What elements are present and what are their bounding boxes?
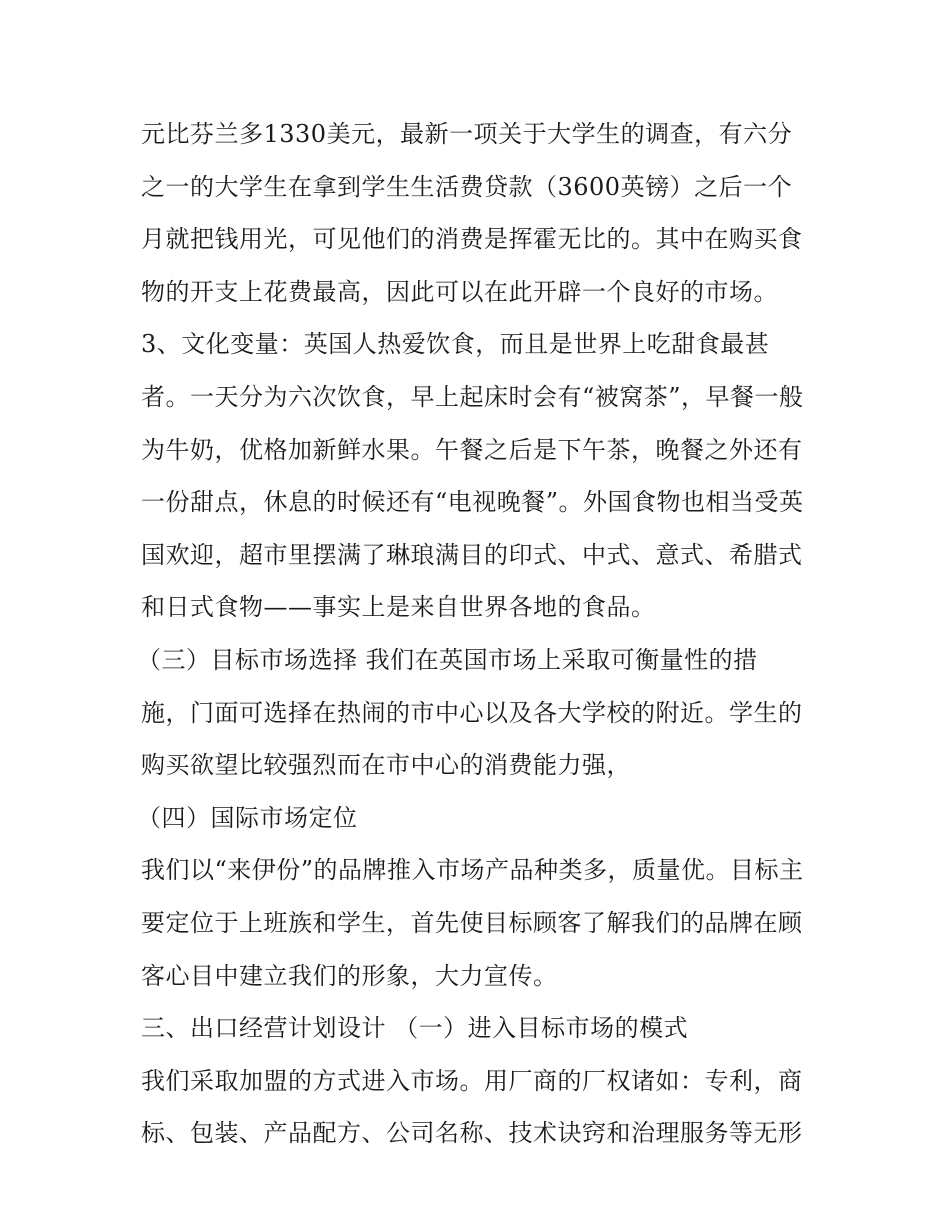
text-line-13: 购买欲望比较强烈而在市中心的消费能力强， [141,751,631,780]
text-line-4: 物的开支上花费最高，因此可以在此开辟一个良好的市场。 [141,277,778,306]
section-heading-export-plan: 三、出口经营计划设计 （一）进入目标市场的模式 [141,1014,689,1043]
text-line-16: 要定位于上班族和学生，首先使目标顾客了解我们的品牌在顾 [141,908,803,937]
text-line-8: 一份甜点，休息的时候还有“电视晚餐”。外国食物也相当受英 [141,488,804,517]
text-line-7: 为牛奶，优格加新鲜水果。午餐之后是下午茶，晚餐之外还有 [141,435,803,464]
text-line-10: 和日式食物——事实上是来自世界各地的食品。 [141,593,656,622]
text-line-15: 我们以“来伊份”的品牌推入市场产品种类多，质量优。目标主 [141,856,804,885]
text-line-17: 客心目中建立我们的形象，大力宣传。 [141,961,558,990]
section-heading-target-market: （三）目标市场选择 我们在英国市场上采取可衡量性的措 [137,645,758,674]
text-line-20: 标、包装、产品配方、公司名称、技术诀窍和治理服务等无形 [141,1119,803,1148]
text-line-1: 元比芬兰多1330美元，最新一项关于大学生的调查，有六分 [141,120,793,148]
text-line-19: 我们采取加盟的方式进入市场。用厂商的厂权诸如：专利，商 [141,1066,803,1095]
text-line-2: 之一的大学生在拿到学生生活费贷款（3600英镑）之后一个 [141,172,793,201]
text-line-3: 月就把钱用光，可见他们的消费是挥霍无比的。其中在购买食 [141,225,803,254]
text-line-9: 国欢迎，超市里摆满了琳琅满目的印式、中式、意式、希腊式 [141,540,803,569]
text-line-12: 施，门面可选择在热闹的市中心以及各大学校的附近。学生的 [141,698,803,727]
body-text [137,108,821,1160]
text-line-6: 者。一天分为六次饮食，早上起床时会有“被窝茶”，早餐一般 [141,382,804,411]
text-line-5: 3、文化变量：英国人热爱饮食，而且是世界上吃甜食最甚 [141,330,770,359]
section-heading-positioning: （四）国际市场定位 [137,803,358,832]
